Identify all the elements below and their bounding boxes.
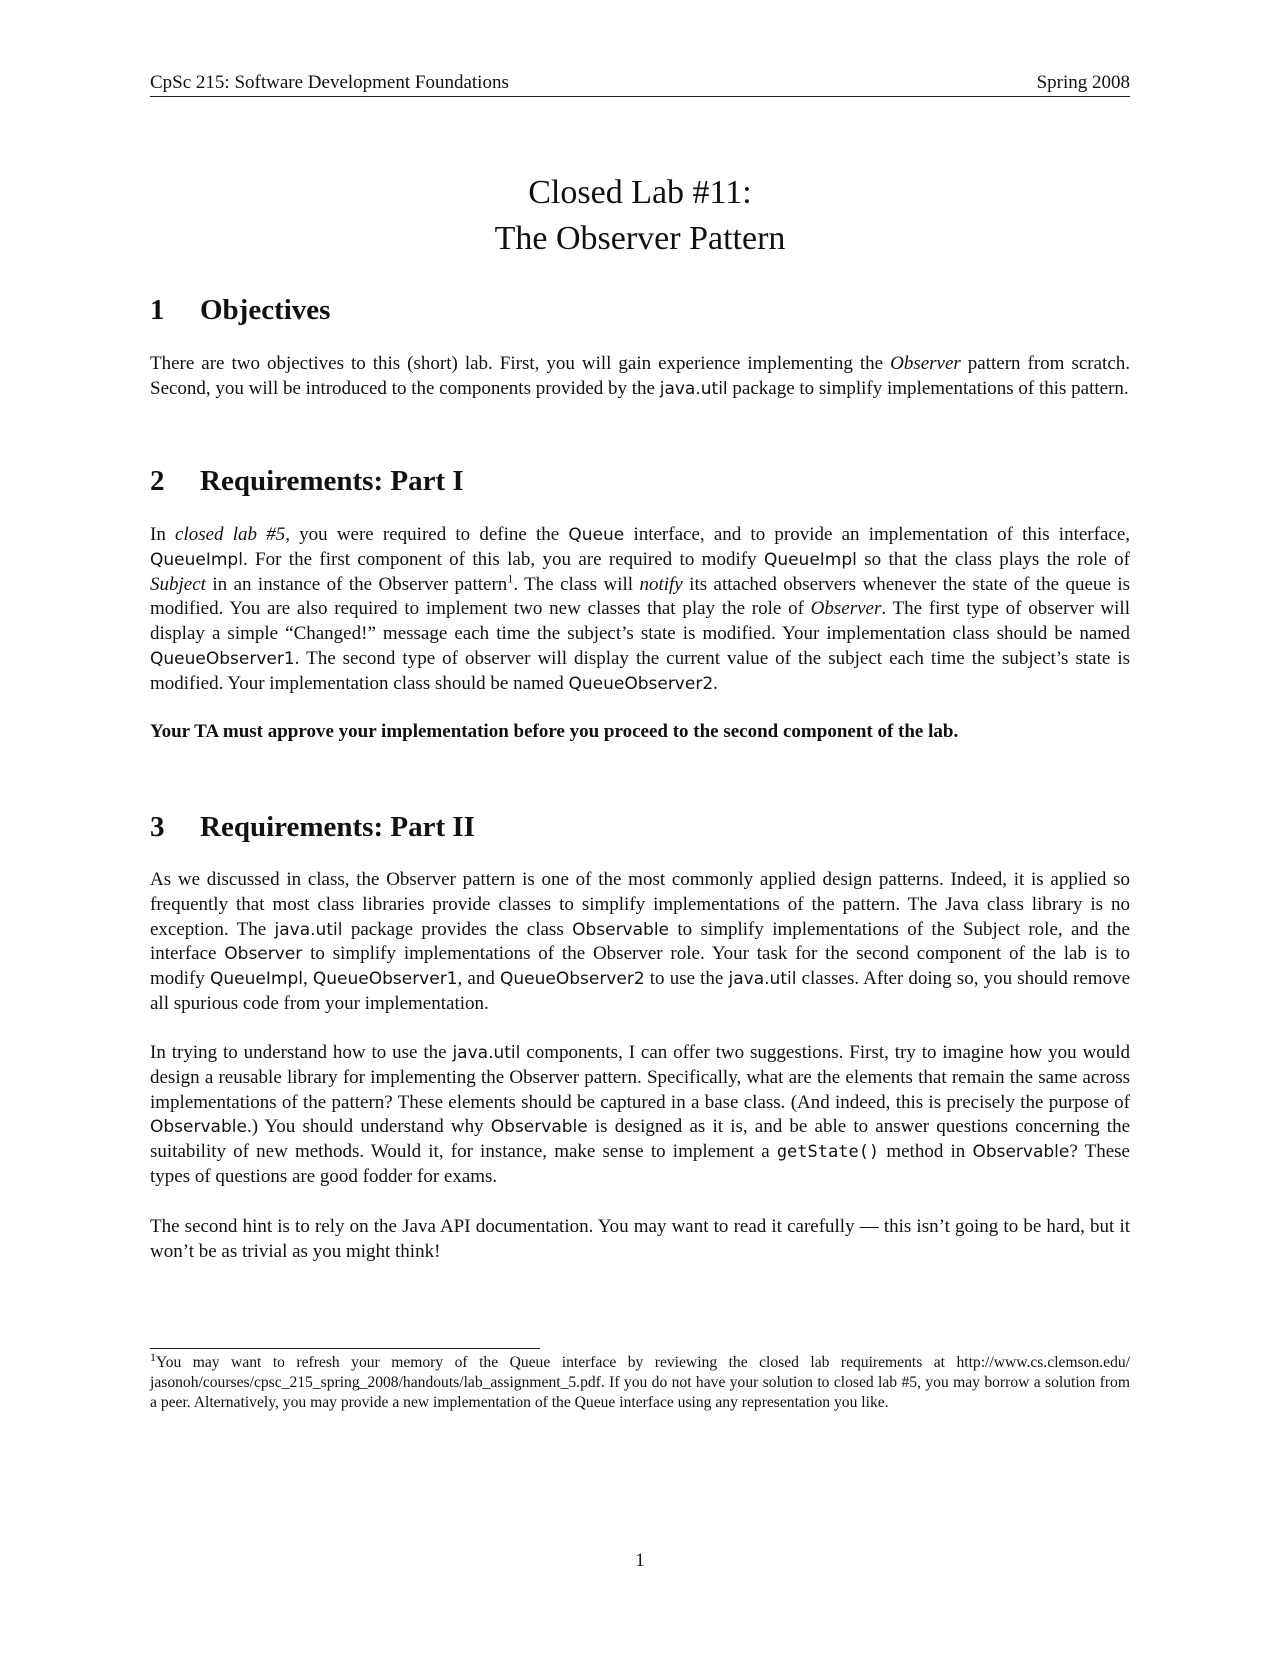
section-number: 3	[150, 811, 165, 843]
document-title	[150, 170, 1130, 262]
objectives-paragraph: There are two objectives to this (short) lab. First, you will gain experience implementing the Observer pattern from scratch. Second, you will be introduced to the components provided by the java.util package to simplify implementations of this pattern.	[150, 353, 1130, 399]
section-number: 2	[150, 465, 165, 497]
title-line-1: Closed Lab #11:	[528, 174, 752, 211]
document-page	[150, 0, 1130, 1656]
section-title: Requirements: Part II	[200, 811, 475, 843]
ta-approval-note: Your TA must approve your implementation before you proceed to the second component of the lab.	[150, 721, 959, 742]
section-1-heading	[150, 293, 1130, 327]
footnote-divider	[150, 1348, 540, 1349]
footnote-text: You may want to refresh your memory of the Queue interface by reviewing the closed lab requirements at http://www.cs.clemson.edu/ jasonoh/courses/cpsc_215_spring_2008/handouts/lab_assignment_5.pdf. If you do not have your solution to closed lab #5, you may borrow a solution from a peer. Alternatively, you may provide a new implementation of the Queue interface using any representation you like.	[150, 1354, 1130, 1411]
section-3-heading	[150, 810, 1130, 844]
page-number: 1	[635, 1550, 645, 1571]
section-2-heading	[150, 464, 1130, 498]
course-name: CpSc 215: Software Development Foundations	[150, 72, 509, 93]
footnote-mark: 1	[150, 1349, 156, 1364]
running-header	[150, 72, 1130, 97]
term: Spring 2008	[1036, 72, 1130, 93]
section-title: Requirements: Part I	[200, 465, 464, 497]
section-title: Objectives	[200, 294, 331, 326]
footnote	[150, 1349, 1130, 1413]
section-number: 1	[150, 294, 165, 326]
title-line-2: The Observer Pattern	[494, 220, 786, 257]
part2-paragraph-1: As we discussed in class, the Observer pattern is one of the most commonly applied design patterns. Indeed, it is applied so frequently that most class libraries provide classes to simplify implementations of the pattern. The Java class library is no exception. The java.util package provides the class Observable to simplify implementations of the Subject role, and the interface Observer to simplify implementations of the Observer role. Your task for the second component of the lab is to modify QueueImpl, QueueObserver1, and QueueObserver2 to use the java.util classes. After doing so, you should remove all spurious code from your implementation.	[150, 869, 1131, 1014]
part1-paragraph: In closed lab #5, you were required to define the Queue interface, and to provide an implementation of this interface, QueueImpl. For the first component of this lab, you are required to modify QueueImpl so that the class plays the role of Subject in an instance of the Observer pattern$^1$. The class will notify its attached observers whenever the state of the queue is modified. You are also required to implement two new classes that play the role of Observer. The first type of observer will display a simple “Changed!” message each time the subject’s state is modified. Your implementation class should be named QueueObserver1. The second type of observer will display the current value of the subject each time the subject’s state is modified. Your implementation class should be named QueueObserver2.	[150, 524, 1130, 694]
part2-paragraph-2: In trying to understand how to use the java.util components, I can offer two suggestions. First, try to imagine how you would design a reusable library for implementing the Observer pattern. Specifically, what are the elements that remain the same across implementations of the pattern? These elements should be captured in a base class. (And indeed, this is precisely the purpose of Observable.) You should understand why Observable is designed as it is, and be able to answer questions concerning the suitability of new methods. Would it, for instance, make sense to implement a getState() method in Observable? These types of questions are good fodder for exams.	[150, 1042, 1131, 1187]
part2-paragraph-3: The second hint is to rely on the Java API documentation. You may want to read it carefully — this isn’t going to be hard, but it won’t be as trivial as you might think!	[150, 1216, 1130, 1262]
footnote-marker: 1	[507, 571, 514, 586]
